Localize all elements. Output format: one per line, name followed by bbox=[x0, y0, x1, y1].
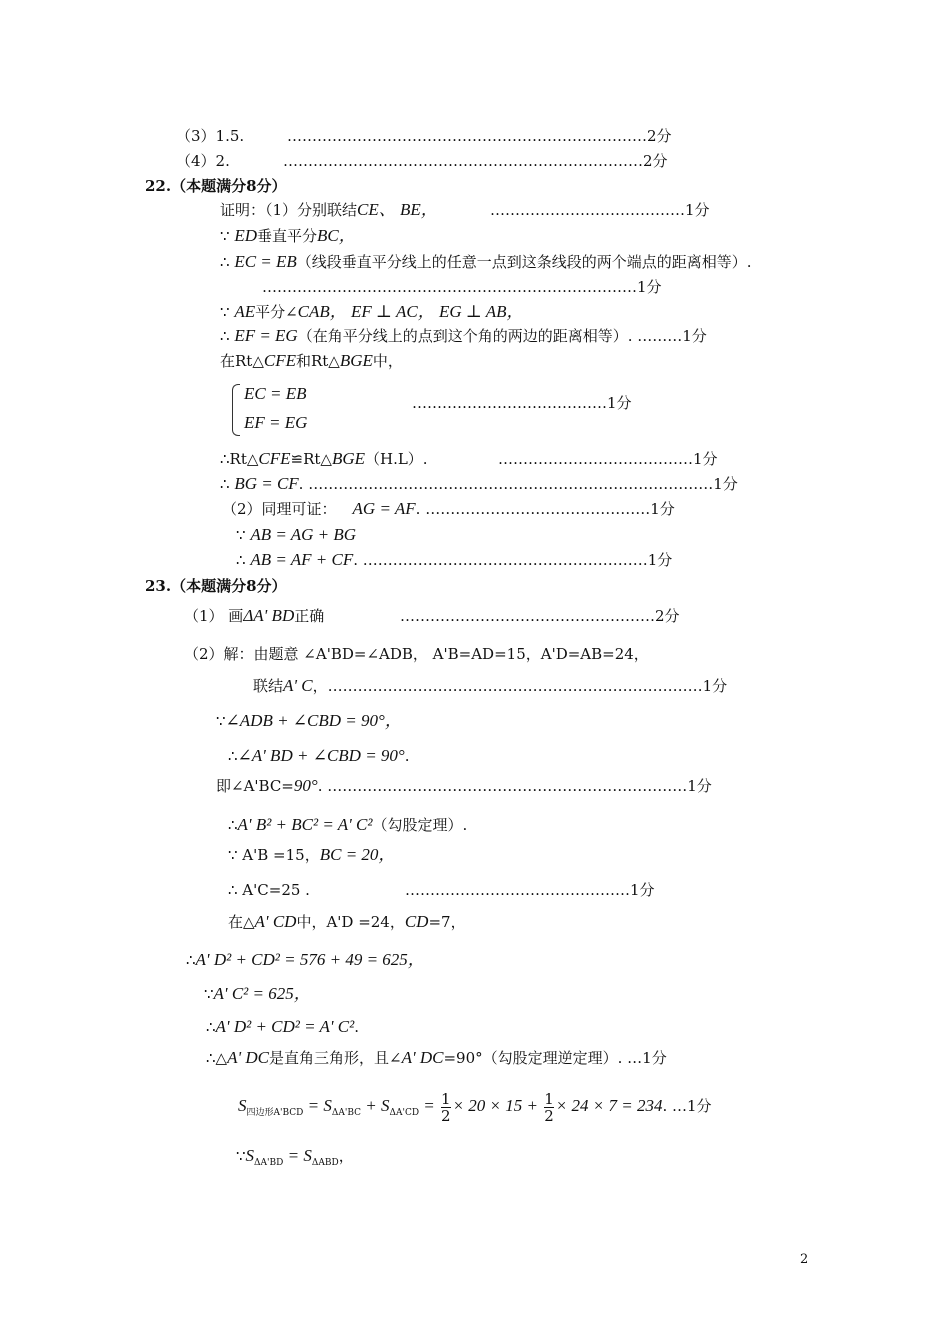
math: ED bbox=[234, 226, 257, 245]
math: CFE bbox=[263, 351, 296, 370]
text: 正确 bbox=[294, 607, 325, 625]
text: （1） 画 bbox=[184, 607, 244, 625]
subscript: ΔABD bbox=[311, 1158, 339, 1168]
system-eq-2: EF = EG bbox=[244, 413, 308, 432]
text: =7， bbox=[428, 913, 466, 931]
math: = S bbox=[283, 1146, 312, 1165]
math: AE bbox=[234, 302, 256, 321]
line-22-1 bbox=[220, 200, 438, 220]
text: （勾股定理）. bbox=[372, 816, 468, 834]
text: ∴Rt△ bbox=[220, 450, 259, 468]
denominator: 2 bbox=[544, 1106, 554, 1125]
because-symbol: ∵ bbox=[236, 1147, 246, 1165]
page-number: 2 bbox=[800, 1252, 809, 1267]
math: ∠A' BD + ∠CBD = 90° bbox=[237, 746, 405, 765]
dots: . …………………………………………………1分 bbox=[353, 551, 673, 569]
subscript: 四边形A'BCD bbox=[246, 1108, 304, 1118]
text: （在角平分线上的点到这个角的两边的距离相等）. ………1分 bbox=[297, 327, 707, 345]
text: 在Rt△ bbox=[220, 352, 264, 370]
math: ΔA' BD bbox=[243, 606, 295, 625]
q4-dots: ………………………………………………………………2分 bbox=[283, 152, 668, 170]
math: CE、 BE， bbox=[357, 200, 438, 219]
text: （线段垂直平分线上的任意一点到这条线段的两个端点的距离相等）. bbox=[296, 253, 752, 271]
subscript: ΔA'CD bbox=[389, 1108, 420, 1118]
numerator: 1 bbox=[441, 1089, 451, 1108]
line-23-6 bbox=[216, 776, 712, 796]
line-22-8 bbox=[220, 449, 428, 469]
line-q3 bbox=[176, 126, 244, 146]
text: 平分∠ bbox=[255, 303, 298, 321]
therefore-symbol: ∴ bbox=[186, 951, 196, 969]
because-symbol: ∵ bbox=[204, 985, 214, 1003]
math: BG = CF bbox=[234, 474, 299, 493]
line-22-7 bbox=[220, 351, 403, 371]
q4-text: （4）2. bbox=[176, 152, 230, 170]
math: A' C bbox=[283, 676, 313, 695]
math: BC = 20， bbox=[319, 845, 396, 864]
math: AG = AF bbox=[352, 499, 416, 518]
line-23-7 bbox=[228, 815, 467, 835]
math: CD bbox=[404, 912, 429, 931]
dots: ，…………………………………………………………………1分 bbox=[312, 677, 728, 695]
text: （H.L）. bbox=[365, 450, 428, 468]
line-23-12 bbox=[204, 984, 311, 1004]
math: A' DC bbox=[401, 1048, 444, 1067]
math: EF = EG bbox=[234, 326, 298, 345]
text: ∴ A'C=25 . bbox=[228, 881, 310, 899]
therefore-symbol: ∴ bbox=[220, 253, 235, 271]
math: = S bbox=[303, 1096, 332, 1115]
line-23-1 bbox=[184, 606, 324, 626]
line-22-3 bbox=[220, 252, 752, 272]
heading-22: 22.（本题满分8分） bbox=[145, 177, 287, 195]
line-23-9 bbox=[228, 880, 310, 900]
text: 垂直平分 bbox=[256, 227, 317, 245]
math: CAB， EF ⊥ AC， EG ⊥ AB， bbox=[297, 302, 524, 321]
text: 是直角三角形，且∠ bbox=[268, 1049, 402, 1067]
line-23-3 bbox=[253, 676, 727, 696]
math: × 20 × 15 + bbox=[452, 1096, 543, 1115]
line-22-9 bbox=[220, 474, 738, 494]
because-symbol: ∵ bbox=[236, 526, 251, 544]
numerator: 1 bbox=[544, 1089, 554, 1108]
math: A' D² + CD² = 576 + 49 = 625， bbox=[195, 950, 425, 969]
text: 和Rt△ bbox=[295, 352, 340, 370]
equation-system-brace bbox=[232, 384, 240, 436]
math: BGE bbox=[331, 449, 365, 468]
text: ≌Rt△ bbox=[290, 450, 332, 468]
math: A' C² = 625， bbox=[213, 984, 311, 1003]
math: + S bbox=[360, 1096, 390, 1115]
math: 90° bbox=[293, 776, 318, 795]
dots-system: …………………………………1分 bbox=[412, 394, 632, 412]
math: AB = AF + CF bbox=[250, 550, 354, 569]
area-formula bbox=[238, 1086, 712, 1133]
system-eq-1: EC = EB bbox=[244, 384, 307, 403]
text: 在△ bbox=[228, 913, 255, 931]
fraction-half bbox=[441, 1091, 451, 1124]
math: BGE bbox=[339, 351, 373, 370]
math: AB = AG + BG bbox=[250, 525, 357, 544]
math: A' CD bbox=[254, 912, 297, 931]
math: A' D² + CD² = A' C² bbox=[215, 1017, 355, 1036]
therefore-symbol: ∴ bbox=[236, 551, 251, 569]
text: ， bbox=[338, 1147, 354, 1165]
q3-dots: ………………………………………………………………2分 bbox=[287, 127, 672, 145]
line-23-10 bbox=[228, 912, 466, 932]
dots-23-1: ……………………………………………2分 bbox=[400, 607, 680, 625]
dots-22-1: …………………………………1分 bbox=[490, 201, 710, 219]
therefore-symbol: ∴ bbox=[206, 1018, 216, 1036]
denominator: 2 bbox=[441, 1106, 451, 1125]
text: 即∠A'BC= bbox=[216, 777, 294, 795]
subscript: ΔA'BC bbox=[331, 1108, 361, 1118]
math: ∠ADB + ∠CBD = 90°， bbox=[225, 711, 402, 730]
therefore-symbol: ∴ bbox=[228, 816, 238, 834]
line-23-4 bbox=[216, 711, 402, 731]
line-23-5 bbox=[228, 746, 410, 766]
line-22-5 bbox=[220, 302, 524, 322]
text: 中， bbox=[372, 352, 403, 370]
text: 联结 bbox=[253, 677, 284, 695]
text: ∵ A'B =15， bbox=[228, 846, 320, 864]
line-22-12 bbox=[236, 550, 672, 570]
line-22-11 bbox=[236, 525, 356, 545]
dots-22-8: …………………………………1分 bbox=[498, 450, 718, 468]
dots: . …1分 bbox=[662, 1097, 712, 1115]
therefore-symbol: ∴ bbox=[220, 475, 235, 493]
subscript: ΔA'BD bbox=[254, 1158, 284, 1168]
line-22-2 bbox=[220, 226, 356, 246]
because-symbol: ∵ bbox=[220, 227, 235, 245]
because-symbol: ∵ bbox=[216, 712, 226, 730]
line-23-2: （2）解：由题意 ∠A'BD=∠ADB， A'B=AD=15，A'D=AB=24， bbox=[184, 645, 649, 663]
math: A' DC bbox=[227, 1048, 269, 1067]
heading-23: 23.（本题满分8分） bbox=[145, 577, 287, 595]
dots-23-9: ………………………………………1分 bbox=[405, 881, 655, 899]
fraction-half bbox=[544, 1091, 554, 1124]
therefore-symbol: ∴△ bbox=[206, 1049, 228, 1067]
because-symbol: ∵ bbox=[220, 303, 235, 321]
text: 证明：（1）分别联结 bbox=[220, 201, 358, 219]
line-23-11 bbox=[186, 950, 425, 970]
math: CFE bbox=[258, 449, 291, 468]
math: BC， bbox=[317, 226, 356, 245]
math: S bbox=[245, 1146, 255, 1165]
dots: . ………………………………………1分 bbox=[415, 500, 675, 518]
line-q4 bbox=[176, 151, 230, 171]
line-23-8 bbox=[228, 845, 395, 865]
dots: . ………………………………………………………………………1分 bbox=[298, 475, 738, 493]
therefore-symbol: ∴ bbox=[220, 327, 235, 345]
text: 中，A'D =24， bbox=[296, 913, 405, 931]
math: S bbox=[238, 1096, 247, 1115]
math: A' B² + BC² = A' C² bbox=[237, 815, 373, 834]
math: EC = EB bbox=[234, 252, 297, 271]
math: = bbox=[419, 1096, 440, 1115]
text: =90°（勾股定理逆定理）. …1分 bbox=[443, 1049, 667, 1067]
line-22-10 bbox=[222, 499, 675, 519]
text: . bbox=[354, 1018, 360, 1036]
text: . bbox=[404, 747, 410, 765]
therefore-symbol: ∴ bbox=[228, 747, 238, 765]
dots: . ………………………………………………………………1分 bbox=[317, 777, 712, 795]
line-22-6 bbox=[220, 326, 707, 346]
q3-text: （3）1.5. bbox=[176, 127, 245, 145]
line-last bbox=[236, 1146, 354, 1173]
text: （2）同理可证： bbox=[222, 500, 337, 518]
dots-22-4: …………………………………………………………………1分 bbox=[262, 278, 662, 296]
line-23-13 bbox=[206, 1017, 359, 1037]
line-23-14 bbox=[206, 1048, 667, 1068]
math: × 24 × 7 = 234 bbox=[555, 1096, 663, 1115]
